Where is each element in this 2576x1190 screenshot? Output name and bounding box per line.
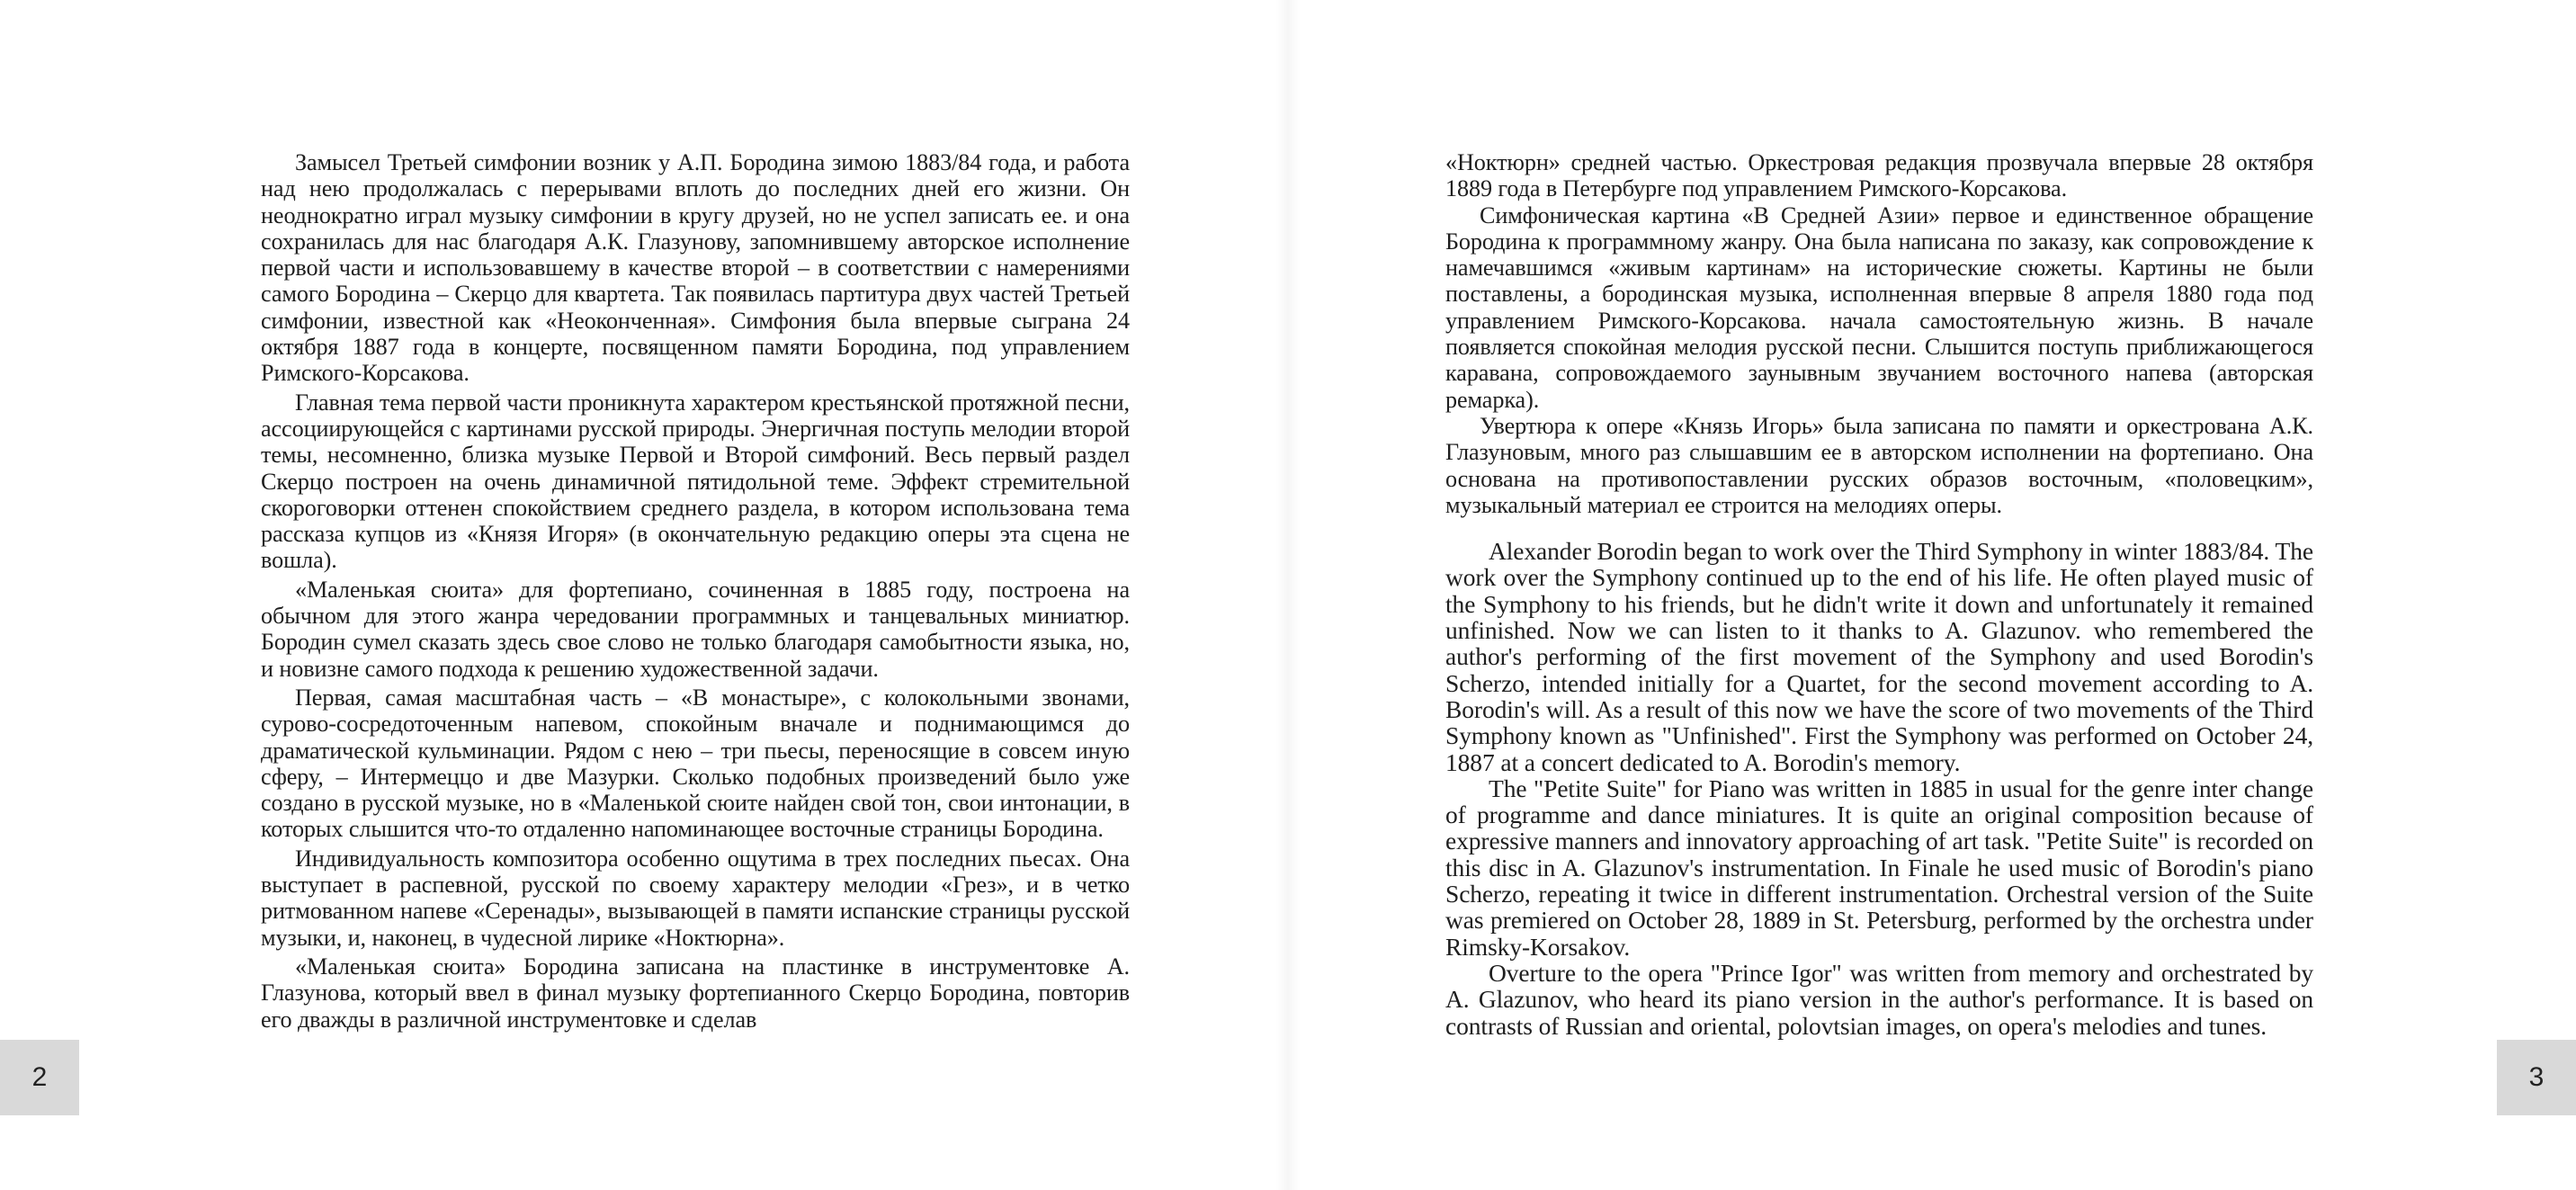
paragraph-first-movement-theme: Главная тема первой части проникнута характером крестьянской протяжной песни, ассоциирующейся с картинами русской природы. Энергичная поступь мелодии второй темы, несомненно, близка музыке Первой и Второй симфоний. Весь первый раздел Скерцо построен на очень динамичной пятидольной теме. Эффект стремительной скороговорки оттенен спокойствием среднего раздела, в котором использована тема рассказа купцов из «Князя Игоря» (в окончательную редакцию оперы эта сцена не вошла). [261, 389, 1130, 574]
paragraph-glazunov-instrumentation: «Маленькая сюита» Бородина записана на пластинке в инструментовке А. Глазунова, который ввел в финал музыку фортепианного Скерцо Бородина, повторив его дважды в различной инструментовке и сделав [261, 953, 1130, 1033]
left-text-column [261, 149, 1130, 1033]
paragraph-central-asia: Симфоническая картина «В Средней Азии» первое и единственное обращение Бородина к программному жанру. Она была написана по заказу, как сопровождение к намечавшимся «живым картинам» на исторические сюжеты. Картины не были поставлены, а бородинская музыка, исполненная впервые 8 апреля 1880 года под управлением Римского-Корсакова. начала самостоятельную жизнь. В начале появляется спокойная мелодия русской песни. Слышится поступь приближающегося каравана, сопровождаемого заунывным звучанием восточного напева (авторская ремарка). [1445, 201, 2313, 413]
paragraph-monastery-movement: Первая, самая масштабная часть – «В монастыре», с колокольными звонами, сурово-сосредоточенным напевом, спокойным вначале и поднимающимся до драматической кульминации. Рядом с нею – три пьесы, переносящие в совсем иную сферу, – Интермеццо и две Мазурки. Сколько подобных произведений было уже создано в русской музыке, но в «Маленькой сюите найден свой тон, свои интонации, в которых слышится что-то отдаленно напоминающее восточные страницы Бородина. [261, 684, 1130, 843]
paragraph-third-symphony-origin: Замысел Третьей симфонии возник у А.П. Бородина зимою 1883/84 года, и работа над нею продолжалась с перерывами вплоть до последних дней его жизни. Он неоднократно играл музыку симфонии в кругу друзей, но не успел записать ее. и она сохранилась для нас благодаря А.К. Глазунову, запомнившему авторское исполнение первой части и использовавшему в качестве второй – в соответствии с намерениями самого Бородина – Скерцо для квартета. Так появилась партитура двух частей Третьей симфонии, известной как «Неоконченная». Симфония была впервые сыграна 24 октября 1887 года в концерте, посвященном памяти Бородина, под управлением Римского-Корсакова. [261, 149, 1130, 387]
page-number-left: 2 [0, 1040, 79, 1115]
paragraph-petite-suite-en: The "Petite Suite" for Piano was written in 1885 in usual for the genre inter change of programme and dance miniatures. It is quite an original composition because of expressive manners and innovatory approaching of art task. "Petite Suite" is recorded on this disc in A. Glazunov's instrumentation. In Finale he used music of Borodin's piano Scherzo, repeating it twice in different instrumentation. Orchestral version of the Suite was premiered on October 28, 1889 in St. Petersburg, performed by the orchestra under Rimsky-Korsakov. [1445, 774, 2313, 961]
right-text-column [1445, 149, 2313, 1039]
language-section-gap [1445, 518, 2313, 538]
paragraph-nocturne-continuation: «Ноктюрн» средней частью. Оркестровая редакция прозвучала впервые 28 октября 1889 года в Петербурге под управлением Римского-Корсакова. [1445, 149, 2313, 202]
page-number-right: 3 [2497, 1040, 2576, 1115]
paragraph-last-pieces: Индивидуальность композитора особенно ощутима в трех последних пьесах. Она выступает в распевной, русской по своему характеру мелодии «Грез», и в четко ритмованном напеве «Серенады», вызывающей в памяти испанские страницы русской музыки, и, наконец, в чудесной лирике «Ноктюрна». [261, 845, 1130, 951]
paragraph-petite-suite-intro: «Маленькая сюита» для фортепиано, сочиненная в 1885 году, построена на обычном для этого жанра чередовании программных и танцевальных миниатюр. Бородин сумел сказать здесь свое слово не только благодаря самобытности языка, но, и новизне самого подхода к решению художественной задачи. [261, 576, 1130, 682]
paragraph-third-symphony-en: Alexander Borodin began to work over the Third Symphony in winter 1883/84. The work over the Symphony continued up to the end of his life. He often played music of the Symphony to his friends, but he didn't write it down and unfortunately it remained unfinished. Now we can listen to it thanks to A. Glazunov. who remembered the author's performing of the first movement of the Symphony and used Borodin's Scherzo, intended initially for a Quartet, for the second movement according to A. Borodin's will. As a result of this now we have the score of two movements of the Third Symphony known as "Unfinished". First the Symphony was performed on October 24, 1887 at a concert dedicated to A. Borodin's memory. [1445, 537, 2313, 776]
book-gutter [1275, 0, 1301, 1190]
paragraph-prince-igor-overture-en: Overture to the opera "Prince Igor" was written from memory and orchestrated by A. Glazunov, who heard its piano version in the author's performance. It is based on contrasts of Russian and oriental, polovtsian images, on opera's melodies and tunes. [1445, 958, 2313, 1040]
paragraph-prince-igor-overture-ru: Увертюра к опере «Князь Игорь» была записана по памяти и оркестрована А.К. Глазуновым, много раз слышавшим ее в авторском исполнении на фортепиано. Она основана на противопоставлении русских образов восточным, «половецким», музыкальный материал ее строится на мелодиях оперы. [1445, 412, 2313, 518]
